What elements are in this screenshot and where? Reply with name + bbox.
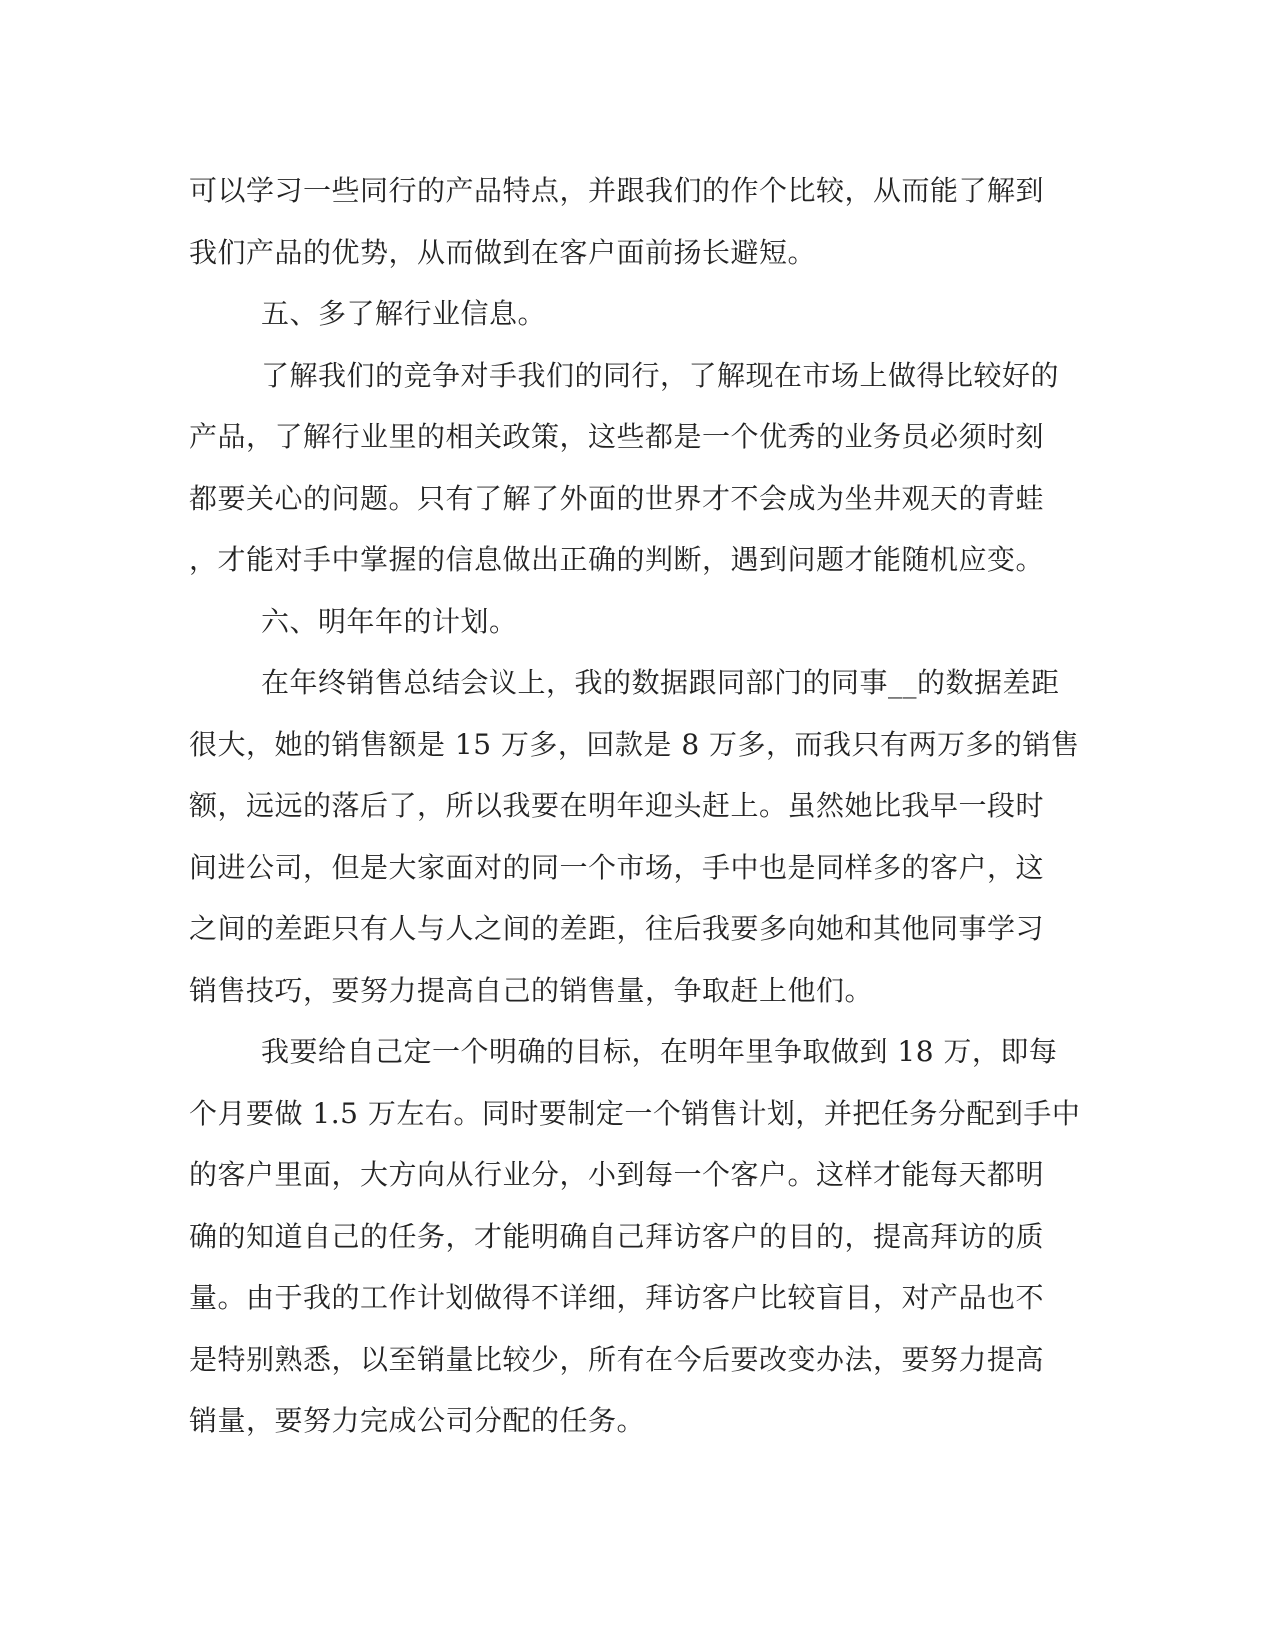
text-line: 都要关心的问题。只有了解了外面的世界才不会成为坐井观天的青蛙	[189, 481, 1045, 515]
text-line: 很大，她的销售额是 15 万多，回款是 8 万多，而我只有两万多的销售	[189, 727, 1080, 761]
text-line: 可以学习一些同行的产品特点，并跟我们的作个比较，从而能了解到	[189, 174, 1045, 207]
text-line: 之间的差距只有人与人之间的差距，往后我要多向她和其他同事学习	[189, 912, 1045, 945]
text-line: 的客户里面，大方向从行业分，小到每一个客户。这样才能每天都明	[189, 1158, 1045, 1191]
document-body	[189, 160, 1089, 1452]
text-line: 销售技巧，要努力提高自己的销售量，争取赶上他们。	[189, 973, 874, 1007]
text-line: 额，远远的落后了，所以我要在明年迎头赶上。虽然她比我早一段时	[189, 789, 1045, 822]
text-line: 销量，要努力完成公司分配的任务。	[189, 1404, 646, 1437]
text-line: 六、明年年的计划。	[261, 604, 518, 638]
text-line: 间进公司，但是大家面对的同一个市场，手中也是同样多的客户，这	[189, 850, 1045, 884]
text-line: 是特别熟悉，以至销量比较少，所有在今后要改变办法，要努力提高	[189, 1342, 1045, 1376]
text-line: 确的知道自己的任务，才能明确自己拜访客户的目的，提高拜访的质	[189, 1219, 1045, 1253]
text-line: 五、多了解行业信息。	[261, 297, 547, 330]
text-line: 产品，了解行业里的相关政策，这些都是一个优秀的业务员必须时刻	[189, 420, 1045, 453]
text-line: 我要给自己定一个明确的目标，在明年里争取做到 18 万，即每	[261, 1035, 1058, 1068]
text-line: 我们产品的优势，从而做到在客户面前扬长避短。	[189, 235, 817, 269]
text-line: 在年终销售总结会议上，我的数据跟同部门的同事__的数据差距	[261, 666, 1060, 699]
text-line: 量。由于我的工作计划做得不详细，拜访客户比较盲目，对产品也不	[189, 1281, 1045, 1314]
text-line: 了解我们的竞争对手我们的同行，了解现在市场上做得比较好的	[261, 358, 1060, 392]
text-line: ，才能对手中掌握的信息做出正确的判断，遇到问题才能随机应变。	[189, 543, 1045, 576]
text-line: 个月要做 1.5 万左右。同时要制定一个销售计划，并把任务分配到手中	[189, 1096, 1081, 1130]
